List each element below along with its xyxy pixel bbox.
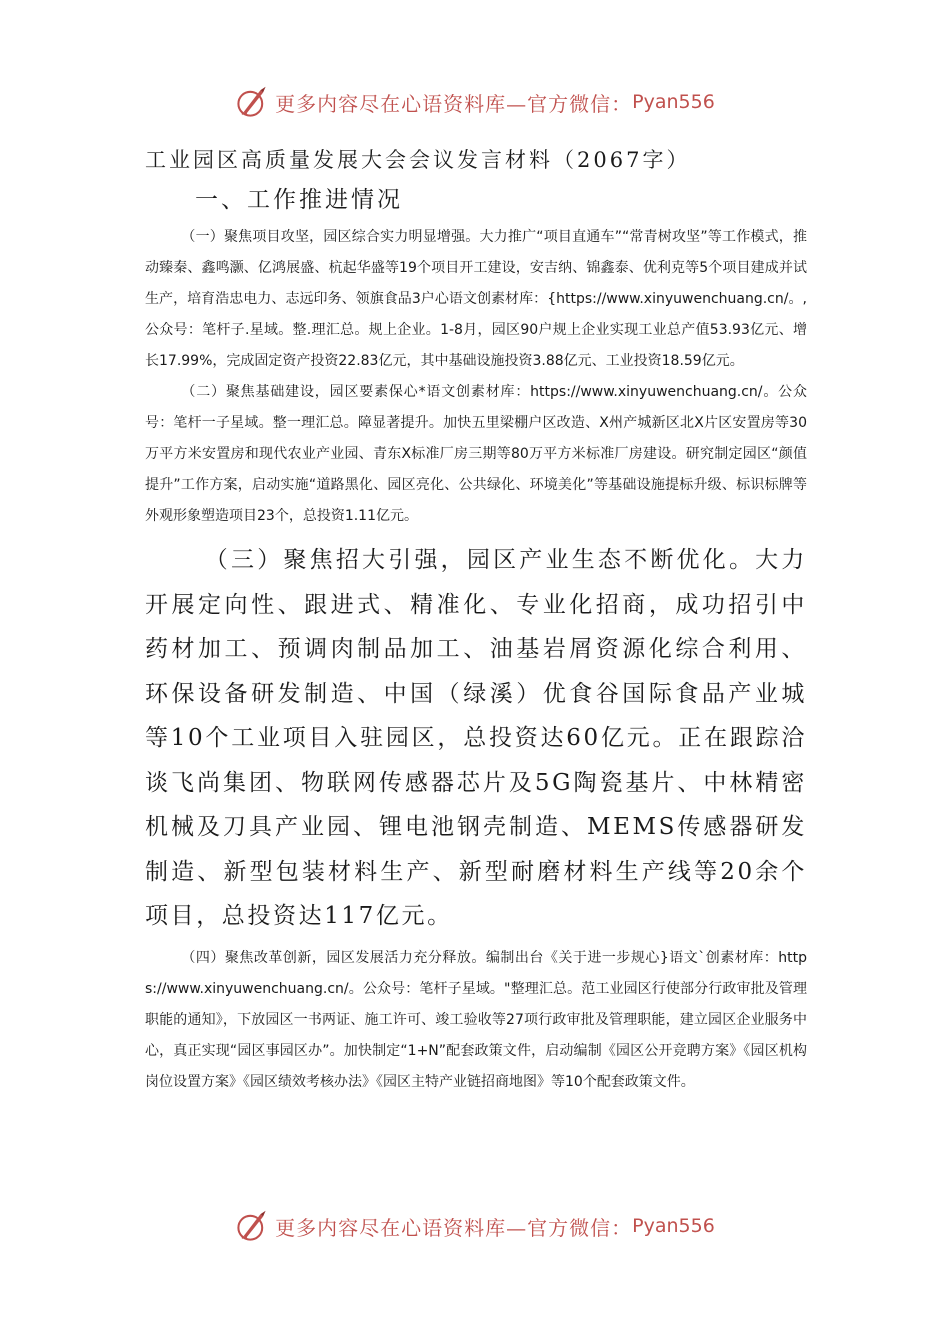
document-body	[145, 140, 807, 1098]
watermark-wechat-id: Pyan556	[632, 91, 715, 113]
paragraph-1: （一）聚焦项目攻坚，园区综合实力明显增强。大力推广“项目直通车”“常青树攻坚”等工作模式，推动臻秦、鑫鸣灏、亿鸿展盛、杭起华盛等19个项目开工建设，安吉纳、锦鑫泰、优利克等5个项目建成并试生产，培育浩忠电力、志远印务、领旗食品3户心语文创素材库：{https://www.xinyuwenchuang.cn/。,公众号：笔杆子.星域。整.理汇总。规上企业。1-8月，园区90户规上企业实现工业总产值53.93亿元、增长17.99%，完成固定资产投资22.83亿元，其中基础设施投资3.88亿元、工业投资18.59亿元。	[145, 229, 807, 369]
section-heading: 一、工作推进情况	[195, 187, 403, 213]
watermark-banner-top	[0, 82, 950, 122]
watermark-wechat-id: Pyan556	[632, 1215, 715, 1237]
watermark-text: 更多内容尽在心语资料库—官方微信：	[275, 91, 633, 116]
quill-logo-icon	[235, 85, 269, 119]
paragraph-2: （二）聚焦基础建设，园区要素保心*语文创素材库：https://www.xinyuwenchuang.cn/。公众号：笔杆一子星域。整一理汇总。障显著提升。加快五里梁棚户区改造、X州产城新区北X片区安置房等30万平方米安置房和现代农业产业园、青东X标准厂房三期等80万平方米标准厂房建设。研究制定园区“颜值提升”工作方案，启动实施“道路黑化、园区亮化、公共绿化、环境美化”等基础设施提标升级、标识标牌等外观形象塑造项目23个，总投资1.11亿元。	[145, 384, 807, 524]
watermark-banner-bottom	[0, 1206, 950, 1246]
watermark-text: 更多内容尽在心语资料库—官方微信：	[275, 1215, 633, 1240]
paragraph-4: （四）聚焦改革创新，园区发展活力充分释放。编制出台《关于进一步规心}语文`创素材库：https://www.xinyuwenchuang.cn/。公众号：笔杆子星域。"整理汇总。范工业园区行使部分行政审批及管理职能的通知》，下放园区一书两证、施工许可、竣工验收等27项行政审批及管理职能，建立园区企业服务中心，真正实现“园区事园区办”。加快制定“1+N”配套政策文件，启动编制《园区公开竞聘方案》《园区机构岗位设置方案》《园区绩效考核办法》《园区主特产业链招商地图》等10个配套政策文件。	[145, 949, 807, 1090]
paragraph-3: （三）聚焦招大引强，园区产业生态不断优化。大力开展定向性、跟进式、精准化、专业化招商，成功招引中药材加工、预调肉制品加工、油基岩屑资源化综合利用、环保设备研发制造、中国（绿溪）优食谷国际食品产业城等10个工业项目入驻园区，总投资达60亿元。正在跟踪洽谈飞尚集团、物联网传感器芯片及5G陶瓷基片、中林精密机械及刀具产业园、锂电池钢壳制造、MEMS传感器研发制造、新型包装材料生产、新型耐磨材料生产线等20余个项目，总投资达117亿元。	[145, 547, 807, 929]
quill-logo-icon	[235, 1209, 269, 1243]
document-title: 工业园区高质量发展大会会议发言材料（2067字）	[145, 148, 691, 172]
